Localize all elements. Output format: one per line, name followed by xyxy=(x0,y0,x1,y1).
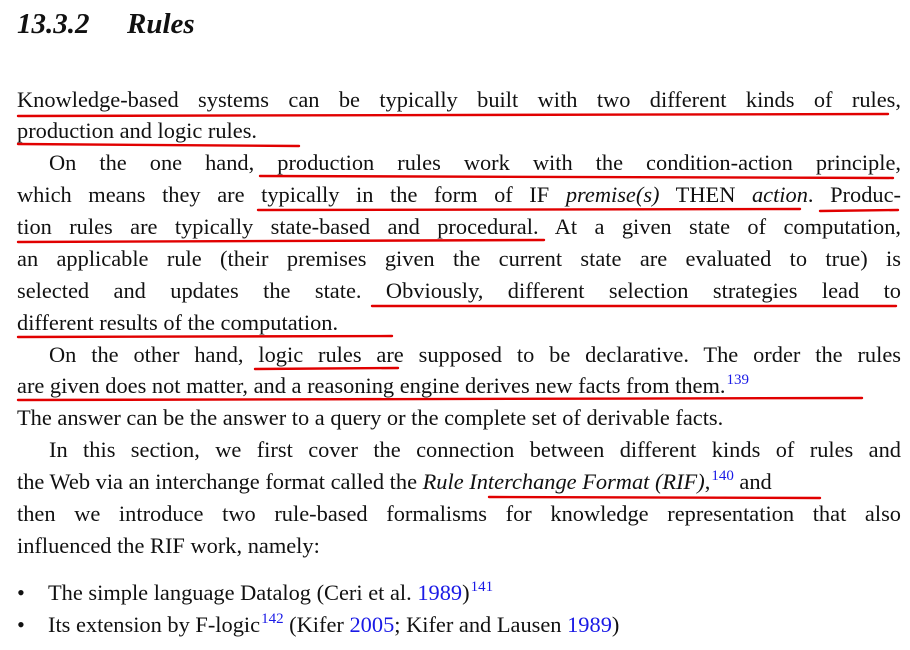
bullet-marker: • xyxy=(17,580,25,605)
footnote-142-link[interactable]: 142 xyxy=(261,611,284,627)
paragraph-2-line-5: selected and updates the state. Obviously, different selection strategies lead to xyxy=(17,278,901,303)
paragraph-4-line-4: influenced the RIF work, namely: xyxy=(17,533,320,558)
paragraph-2-line-1: On the one hand, production rules work with the condition-action principle, xyxy=(49,150,901,175)
paragraph-4-line-2 xyxy=(17,466,901,497)
text-run: which means they are typically in the form of IF xyxy=(17,182,566,207)
text-run: The simple language Datalog (Ceri et al. xyxy=(48,580,418,605)
premise-term: premise(s) xyxy=(565,182,660,207)
paragraph-4-line-3: then we introduce two rule-based formalisms for knowledge representation that also xyxy=(17,501,901,526)
paragraph-2-line-2 xyxy=(17,179,901,210)
action-term: action xyxy=(751,182,808,207)
paragraph-2-line-6: different results of the computation. xyxy=(17,310,339,335)
footnote-141-link[interactable]: 141 xyxy=(470,579,494,595)
text-run: and xyxy=(733,469,772,494)
paragraph-3-line-3: The answer can be the answer to a query or the complete set of derivable facts. xyxy=(17,405,724,430)
bullet-marker: • xyxy=(17,612,25,637)
paragraph-1-line-2: production and logic rules. xyxy=(17,118,258,143)
bullet-item-flogic xyxy=(48,609,619,640)
citation-link-kifer-2005[interactable]: 2005 xyxy=(349,612,395,637)
paragraph-3-line-1: On the other hand, logic rules are supposed to be declarative. The order the rules xyxy=(49,342,901,367)
footnote-140-link[interactable]: 140 xyxy=(711,468,734,484)
paragraph-2-line-3: tion rules are typically state-based and procedural. At a given state of computation, xyxy=(17,214,901,239)
text-run: , xyxy=(704,469,711,494)
text-run: ; Kifer and Lausen xyxy=(394,612,568,637)
text-run: Its extension by F-logic xyxy=(48,612,261,637)
text-run: . Produc- xyxy=(807,182,901,207)
section-title: Rules xyxy=(127,8,195,40)
rif-term: Rule Interchange Format (RIF) xyxy=(422,469,705,494)
section-number: 13.3.2 xyxy=(17,8,90,40)
text-run: the Web via an interchange format called the xyxy=(17,469,423,494)
citation-link-ceri-1989[interactable]: 1989 xyxy=(417,580,463,605)
bullet-item-datalog xyxy=(48,577,493,608)
text-run: ) xyxy=(611,612,620,637)
text-run: THEN xyxy=(659,182,752,207)
text-run: (Kifer xyxy=(283,612,350,637)
section-heading xyxy=(17,2,195,46)
paragraph-1-line-1: Knowledge-based systems can be typically built with two different kinds of rules, xyxy=(17,87,901,112)
footnote-139-link[interactable]: 139 xyxy=(726,372,750,388)
paragraph-3-line-2 xyxy=(17,370,901,401)
paragraph-4-line-1: In this section, we first cover the connection between different kinds of rules and xyxy=(49,437,901,462)
text-run: ) xyxy=(462,580,470,605)
text-run: are given does not matter, and a reasoning engine derives new facts from them. xyxy=(17,373,726,398)
citation-link-kifer-lausen-1989[interactable]: 1989 xyxy=(567,612,612,637)
paragraph-2-line-4: an applicable rule (their premises given the current state are evaluated to true) is xyxy=(17,246,901,271)
